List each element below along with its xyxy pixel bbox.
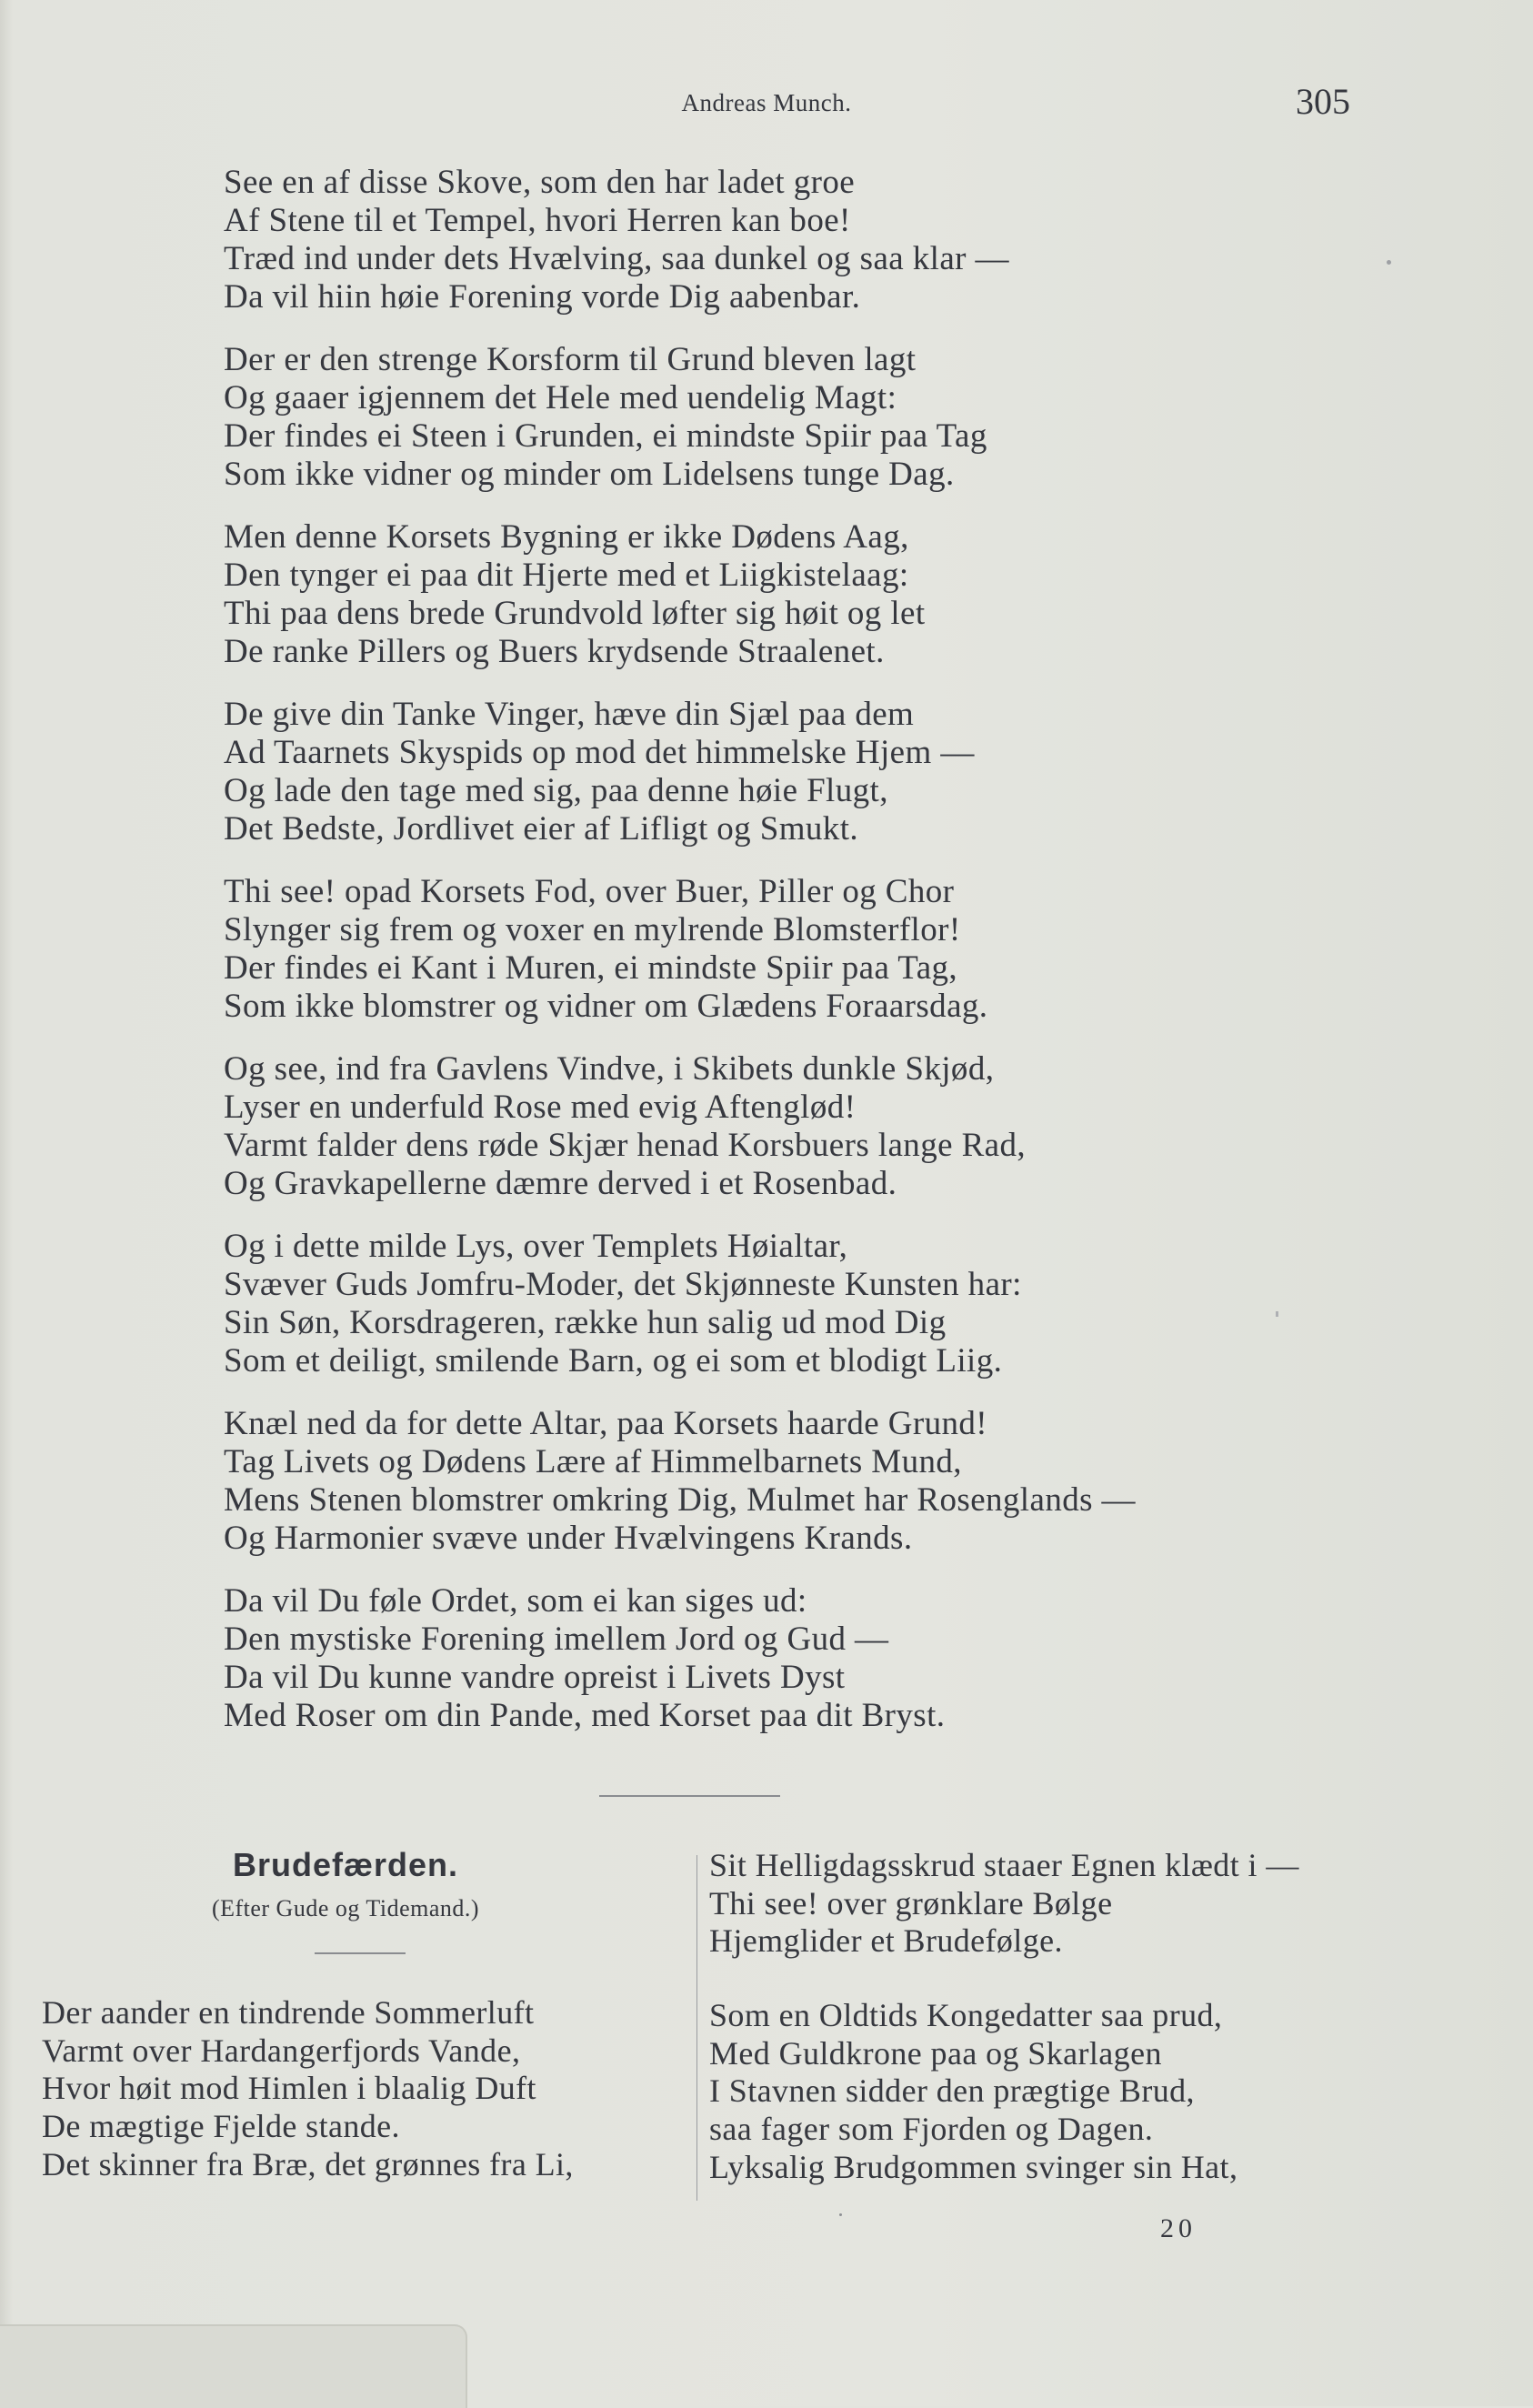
poem-line: Der findes ei Kant i Muren, ei mindste Spiir paa Tag, — [224, 949, 958, 987]
poem-line: Den mystiske Forening imellem Jord og Gud — — [224, 1620, 889, 1658]
paper-speck — [1387, 260, 1391, 265]
poem-line: Som ikke vidner og minder om Lidelsens tunge Dag. — [224, 456, 955, 493]
page-number: 305 — [1296, 81, 1350, 122]
column-line: Varmt over Hardangerfjords Vande, — [42, 2032, 521, 2069]
poem-line: Da vil Du kunne vandre opreist i Livets Dyst — [224, 1659, 846, 1696]
right-column-stanza — [709, 1997, 1237, 2187]
column-line: Sit Helligdagsskrud staaer Egnen klædt i — — [709, 1847, 1299, 1883]
poem-line: Der findes ei Steen i Grunden, ei mindste Spiir paa Tag — [224, 417, 987, 455]
poem-line: Der er den strenge Korsform til Grund bleven lagt — [224, 341, 917, 378]
poem-line: Da vil hiin høie Forening vorde Dig aabenbar. — [224, 278, 861, 316]
stanza — [224, 696, 1136, 848]
poem-line: Og see, ind fra Gavlens Vindve, i Skibets dunkle Skjød, — [224, 1050, 995, 1088]
stanza — [224, 518, 1136, 671]
column-line: De mægtige Fjelde stande. — [42, 2108, 400, 2145]
stanza — [224, 1405, 1136, 1558]
poem-line: Slynger sig frem og voxer en mylrende Blomsterflor! — [224, 911, 961, 948]
poem-line: De give din Tanke Vinger, hæve din Sjæl paa dem — [224, 696, 915, 733]
poem-line: Lyser en underfuld Rose med evig Aftenglød! — [224, 1089, 857, 1126]
column-line: Hjemglider et Brudefølge. — [709, 1922, 1063, 1960]
column-line: saa fager som Fjorden og Dagen. — [709, 2111, 1154, 2148]
poem-line: Sin Søn, Korsdrageren, række hun salig ud mod Dig — [224, 1304, 947, 1341]
column-line: Som en Oldtids Kongedatter saa prud, — [709, 1997, 1223, 2033]
poem-line: Træd ind under dets Hvælving, saa dunkel og saa klar — — [224, 240, 1009, 277]
paper-speck — [839, 2213, 842, 2216]
signature-mark: 20 — [1160, 2213, 1197, 2243]
right-column-stanza — [709, 1847, 1299, 1961]
stanza — [224, 1228, 1136, 1380]
title-rule — [315, 1952, 406, 1954]
running-head: Andreas Munch. — [681, 89, 852, 116]
poem-line: Da vil Du føle Ordet, som ei kan siges ud: — [224, 1582, 807, 1620]
stanza — [224, 164, 1136, 316]
stanza — [224, 341, 1136, 494]
stanza — [224, 1582, 1136, 1735]
poem-line: Og gaaer igjennem det Hele med uendelig Magt: — [224, 379, 897, 416]
poem-line: Af Stene til et Tempel, hvori Herren kan boe! — [224, 202, 851, 239]
poem-line: Som et deiligt, smilende Barn, og ei som et blodigt Liig. — [224, 1342, 1003, 1380]
poem-body — [224, 164, 1136, 1760]
section-subtitle: (Efter Gude og Tidemand.) — [211, 1895, 480, 1921]
poem-line: Mens Stenen blomstrer omkring Dig, Mulmet har Rosenglands — — [224, 1481, 1136, 1519]
column-divider — [696, 1855, 697, 2201]
section-divider — [599, 1795, 780, 1797]
poem-line: See en af disse Skove, som den har ladet groe — [224, 164, 856, 201]
poem-line: Thi see! opad Korsets Fod, over Buer, Piller og Chor — [224, 873, 955, 910]
column-line: I Stavnen sidder den prægtige Brud, — [709, 2072, 1195, 2110]
poem-line: Varmt falder dens røde Skjær henad Korsbuers lange Rad, — [224, 1127, 1027, 1164]
column-line: Hvor høit mod Himlen i blaalig Duft — [42, 2070, 536, 2107]
column-line: Der aander en tindrende Sommerluft — [42, 1994, 535, 2031]
poem-line: Og i dette milde Lys, over Templets Høialtar, — [224, 1228, 848, 1265]
column-line: Det skinner fra Bræ, det grønnes fra Li, — [42, 2145, 574, 2182]
poem-line: Og lade den tage med sig, paa denne høie Flugt, — [224, 772, 888, 809]
poem-line: De ranke Pillers og Buers krydsende Straalenet. — [224, 633, 885, 670]
poem-line: Med Roser om din Pande, med Korset paa dit Bryst. — [224, 1697, 946, 1734]
poem-line: Og Harmonier svæve under Hvælvingens Krands. — [224, 1520, 913, 1557]
stanza — [224, 1050, 1136, 1203]
poem-line: Thi paa dens brede Grundvold løfter sig høit og let — [224, 595, 926, 632]
poem-line: Og Gravkapellerne dæmre derved i et Rosenbad. — [224, 1165, 897, 1202]
poem-line: Det Bedste, Jordlivet eier af Lifligt og Smukt. — [224, 810, 859, 848]
left-column — [42, 1994, 574, 2184]
poem-line: Knæl ned da for dette Altar, paa Korsets haarde Grund! — [224, 1405, 988, 1442]
paper-speck — [1276, 1311, 1278, 1317]
stanza — [224, 873, 1136, 1026]
page-corner-fold — [0, 2324, 467, 2408]
column-line: Lyksalig Brudgommen svinger sin Hat, — [709, 2148, 1238, 2185]
column-line: Thi see! over grønklare Bølge — [709, 1884, 1113, 1921]
poem-line: Ad Taarnets Skyspids op mod det himmelske Hjem — — [224, 734, 975, 771]
poem-line: Som ikke blomstrer og vidner om Glædens Foraarsdag. — [224, 988, 988, 1025]
poem-line: Den tynger ei paa dit Hjerte med et Liigkistelaag: — [224, 557, 909, 594]
poem-line: Men denne Korsets Bygning er ikke Dødens Aag, — [224, 518, 909, 556]
column-line: Med Guldkrone paa og Skarlagen — [709, 2034, 1162, 2072]
poem-line: Tag Livets og Dødens Lære af Himmelbarnets Mund, — [224, 1443, 962, 1480]
section-title: Brudefærden. — [232, 1846, 459, 1883]
poem-line: Svæver Guds Jomfru-Moder, det Skjønneste Kunsten har: — [224, 1266, 1022, 1303]
